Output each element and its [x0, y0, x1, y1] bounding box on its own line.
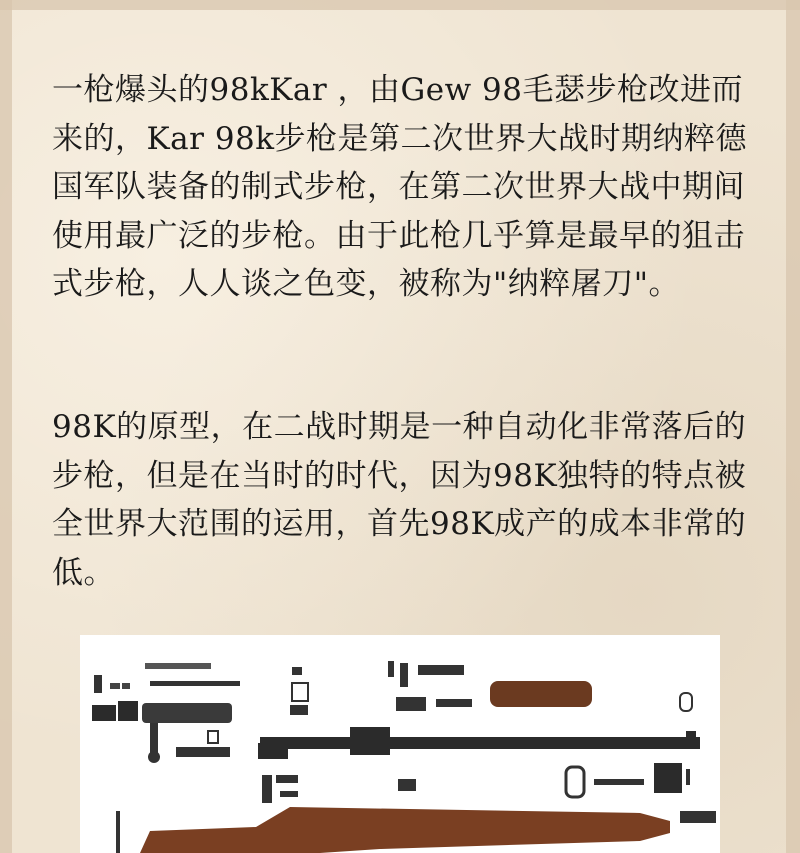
- small-part: [398, 779, 416, 791]
- small-part: [208, 731, 218, 743]
- trigger-part: [262, 775, 272, 803]
- small-part: [92, 705, 116, 721]
- barrel-part: [260, 737, 700, 749]
- small-part: [400, 663, 408, 687]
- small-part: [110, 683, 120, 689]
- small-part: [292, 667, 302, 675]
- small-part: [436, 699, 472, 707]
- stock-wood-part: [140, 807, 670, 853]
- cleaning-rod-part: [594, 779, 644, 785]
- small-part: [654, 763, 682, 793]
- firing-pin-part: [150, 681, 240, 686]
- front-sight-part: [686, 731, 696, 741]
- rifle-parts-photo: [80, 635, 720, 853]
- article-paragraph: 一枪爆头的98kKar ，由Gew 98毛瑟步枪改进而来的，Kar 98k步枪是第二次世界大战时期纳粹德国军队装备的制式步枪，在第二次世界大战中期间使用最广泛的步枪。由于此枪几乎算是最早的狙击式步枪，人人谈之色变，被称为"纳粹屠刀"。: [52, 72, 748, 302]
- bolt-handle-part: [150, 723, 158, 753]
- small-part: [290, 705, 308, 715]
- small-part: [116, 811, 120, 853]
- paper-edge-right: [786, 0, 800, 853]
- small-part: [686, 769, 690, 785]
- small-part: [388, 661, 394, 677]
- small-part: [292, 683, 308, 701]
- paper-edge-top: [0, 0, 800, 10]
- rifle-exploded-view-illustration: [80, 635, 720, 853]
- small-part: [118, 701, 138, 721]
- bolt-knob-part: [148, 751, 160, 763]
- magazine-follower-part: [176, 747, 230, 757]
- small-part: [280, 791, 298, 797]
- small-part: [276, 775, 298, 783]
- receiver-part: [350, 727, 390, 755]
- small-part: [680, 811, 716, 823]
- barrel-band-part: [566, 767, 584, 797]
- paper-edge-left: [0, 0, 12, 853]
- bolt-body-part: [142, 703, 232, 723]
- small-part: [396, 697, 426, 711]
- handguard-wood-part: [490, 681, 592, 707]
- small-part: [418, 665, 464, 675]
- article-paragraph: 98K的原型，在二战时期是一种自动化非常落后的步枪，但是在当时的时代，因为98K独特的特点被全世界大范围的运用，首先98K成产的成本非常的低。: [52, 409, 747, 591]
- small-part: [122, 683, 130, 689]
- receiver-part: [258, 743, 288, 759]
- small-part: [94, 675, 102, 693]
- small-part: [680, 693, 692, 711]
- spring-part: [145, 663, 211, 669]
